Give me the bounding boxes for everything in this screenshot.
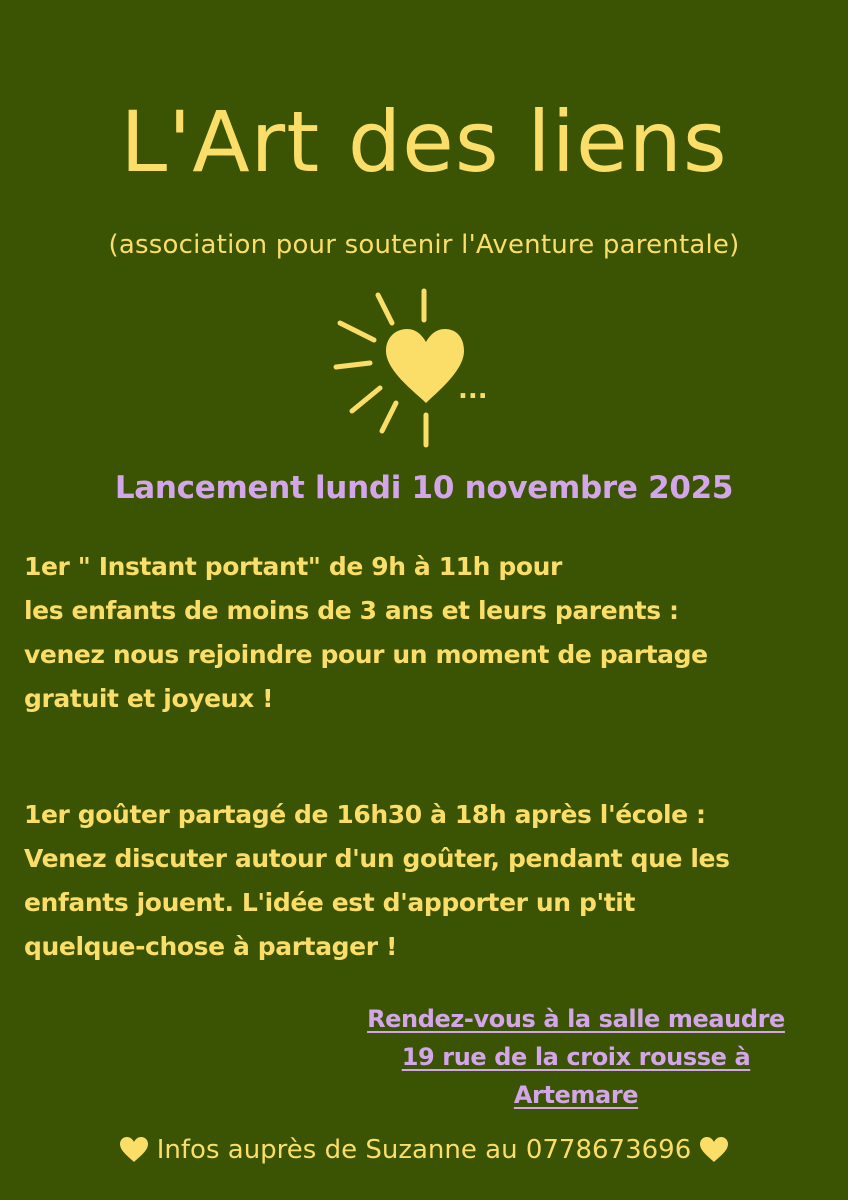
heart-icon <box>699 1136 729 1164</box>
heart-icon <box>386 329 464 403</box>
heart-icon <box>119 1136 149 1164</box>
heart-sun-icon <box>330 285 510 450</box>
block1-line: gratuit et joyeux ! <box>24 684 274 713</box>
block2-line: Venez discuter autour d'un goûter, pendant que les <box>24 844 730 873</box>
contact-text: Infos auprès de Suzanne au 0778673696 <box>156 1135 692 1165</box>
block2-line: enfants jouent. L'idée est d'apporter un p'tit <box>24 888 636 917</box>
ellipsis: ... <box>458 375 488 405</box>
block2-line: 1er goûter partagé de 16h30 à 18h après l'école : <box>24 800 706 829</box>
venue-address <box>320 1000 832 1114</box>
block1-line: venez nous rejoindre pour un moment de partage <box>24 640 708 669</box>
block2-line: quelque-chose à partager ! <box>24 932 397 961</box>
poster-subtitle: (association pour soutenir l'Aventure parentale) <box>108 230 740 260</box>
contact-footer <box>0 1128 848 1172</box>
gouter-partage-block <box>24 793 834 969</box>
launch-date: Lancement lundi 10 novembre 2025 <box>114 470 734 506</box>
instant-portant-block <box>24 545 834 721</box>
venue-line: Rendez-vous à la salle meaudre <box>367 1005 785 1033</box>
block1-line: 1er " Instant portant" de 9h à 11h pour <box>24 552 562 581</box>
venue-line: 19 rue de la croix rousse à <box>401 1043 751 1071</box>
venue-line: Artemare <box>513 1081 639 1109</box>
poster-title: L'Art des liens <box>120 93 728 191</box>
block1-line: les enfants de moins de 3 ans et leurs parents : <box>24 596 679 625</box>
